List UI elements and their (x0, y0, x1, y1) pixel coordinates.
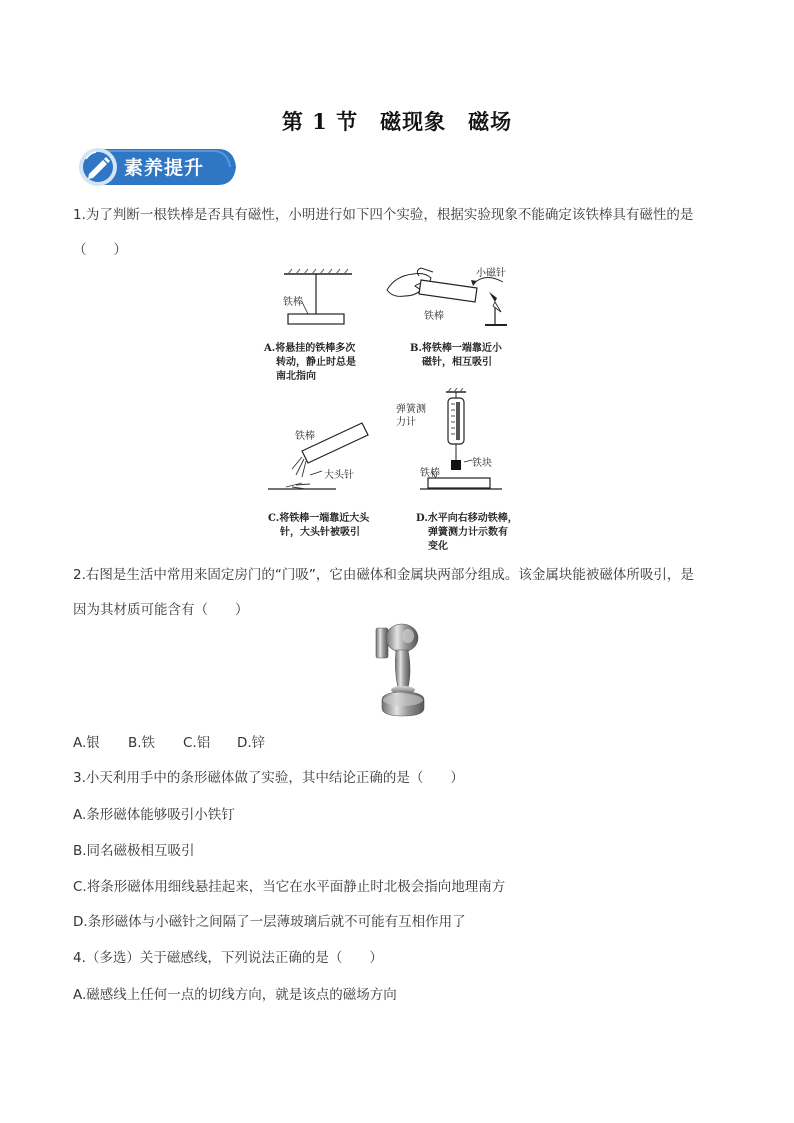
label-iron-rod-c: 铁棒 (295, 431, 315, 442)
question-3-option-b: B.同名磁极相互吸引 (73, 843, 195, 859)
question-3-option-d: D.条形磁体与小磁针之间隔了一层薄玻璃后就不可能有互相作用了 (73, 914, 466, 930)
figure-d-spring-scale (420, 388, 510, 496)
label-iron-rod-a: 铁棒 (283, 297, 303, 308)
caption-d: D.水平向右移动铁棒， 弹簧测力计示数有 变化 (416, 513, 518, 552)
question-4-option-a: A.磁感线上任何一点的切线方向，就是该点的磁场方向 (73, 987, 397, 1003)
label-small-compass: 小磁针 (476, 268, 506, 279)
label-spring-scale-1: 弹簧测 (396, 404, 426, 415)
question-2-stem-cont: 因为其材质可能含有（ ） (73, 602, 249, 618)
question-4-stem: 4.（多选）关于磁感线，下列说法正确的是（ ） (73, 950, 383, 966)
caption-a: A.将悬挂的铁棒多次 转动，静止时总是 南北指向 (264, 343, 356, 382)
question-3-option-c: C.将条形磁体用细线悬挂起来，当它在水平面静止时北极会指向地理南方 (73, 879, 506, 895)
question-2-stem: 2.右图是生活中常用来固定房门的“门吸”，它由磁体和金属块两部分组成。该金属块能被磁体所吸引，是 (73, 567, 694, 583)
page-title: 第 1 节 磁现象 磁场 (281, 109, 513, 134)
question-3-option-a: A.条形磁体能够吸引小铁钉 (73, 807, 235, 823)
label-spring-scale-2: 力计 (396, 417, 416, 428)
door-stopper-image (368, 620, 438, 720)
section-badge-label: 素养提升 (124, 157, 205, 179)
question-2-option-b: B.铁 (128, 735, 156, 751)
label-iron-block: 铁块 (472, 458, 492, 469)
label-pin: 大头针 (324, 470, 354, 481)
caption-b: B.将铁棒一端靠近小 磁针，相互吸引 (410, 343, 502, 368)
label-iron-rod-b: 铁棒 (424, 311, 444, 322)
question-1-stem: 1.为了判断一根铁棒是否具有磁性，小明进行如下四个实验，根据实验现象不能确定该铁棒具有磁性的是 (73, 207, 694, 223)
question-1-blank: （ ） (73, 242, 127, 258)
label-iron-rod-d: 铁棒 (420, 468, 440, 479)
caption-c: C.将铁棒一端靠近大头 针，大头针被吸引 (268, 513, 370, 538)
figure-c-rod-pins (266, 405, 376, 495)
question-2-option-d: D.锌 (237, 735, 266, 751)
question-3-stem: 3.小天利用手中的条形磁体做了实验，其中结论正确的是（ ） (73, 770, 464, 786)
question-2-option-a: A.银 (73, 735, 100, 751)
question-2-option-c: C.铝 (183, 735, 211, 751)
